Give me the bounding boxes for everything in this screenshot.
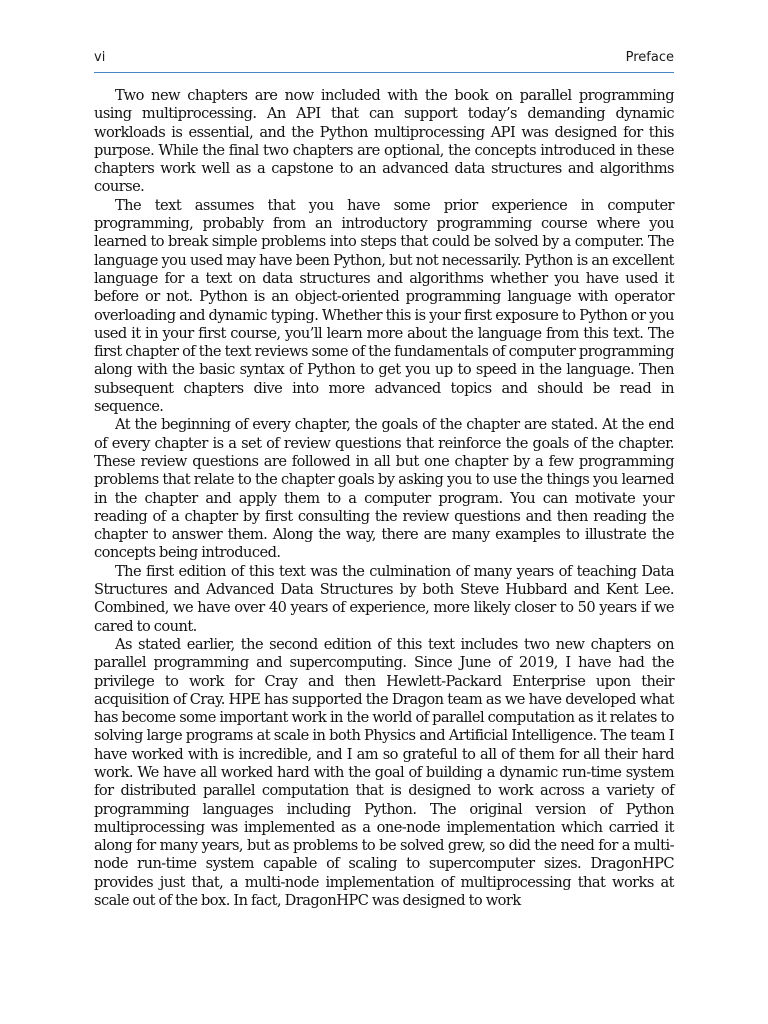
running-head-title: Preface (625, 50, 674, 65)
paragraph-prior-experience: The text assumes that you have some prior experience in computer programming, probably from an introductory programming course where you learned to break simple problems into steps that could be solved by a computer. The language you used may have been Python, but not necessarily. Python is an excellent language for a text on data structures and algorithms whether you have used it before or not. Python is an object-oriented programming language with operator overloading and dynamic typing. Whether this is your first exposure to Python or you used it in your first course, you’ll learn more about the language from this text. The first chapter of the text reviews some of the fundamentals of computer programming along with the basic syntax of Python to get you up to speed in the language. Then subsequent chapters dive into more advanced topics and should be read in sequence. (94, 196, 674, 416)
running-head (94, 50, 674, 70)
preface-body (94, 87, 674, 910)
paragraph-multiprocessing-chapters: Two new chapters are now included with the book on parallel programming using multiprocessing. An API that can support today’s demanding dynamic workloads is essential, and the Python multiprocessing API was designed for this purpose. While the final two chapters are optional, the concepts introduced in these chapters work well as a capstone to an advanced data structures and algorithms course. (94, 87, 674, 196)
paragraph-second-edition: As stated earlier, the second edition of this text includes two new chapters on parallel programming and supercomputing. Since June of 2019, I have had the privilege to work for Cray and then Hewlett-Packard Enterprise upon their acquisition of Cray. HPE has supported the Dragon team as we have developed what has become some important work in the world of parallel computation as it relates to solving large programs at scale in both Physics and Artificial Intelligence. The team I have worked with is incredible, and I am so grateful to all of them for all their hard work. We have all worked hard with the goal of building a dynamic run-time system for distributed parallel computation that is designed to work across a variety of programming languages including Python. The original version of Python multiprocessing was implemented as a one-node implementation which carried it along for many years, but as problems to be solved grew, so did the need for a multi-node run-time system capable of scaling to supercomputer sizes. DragonHPC provides just that, a multi-node implementation of multiprocessing that works at scale out of the box. In fact, DragonHPC was designed to work (94, 635, 674, 910)
page-number: vi (94, 50, 106, 65)
paragraph-first-edition: The first edition of this text was the culmination of many years of teaching Data Structures and Advanced Data Structures by both Steve Hubbard and Kent Lee. Combined, we have over 40 years of experience, more likely closer to 50 years if we cared to count. (94, 562, 674, 635)
header-rule (94, 72, 674, 73)
paragraph-chapter-goals: At the beginning of every chapter, the goals of the chapter are stated. At the end of every chapter is a set of review questions that reinforce the goals of the chapter. These review questions are followed in all but one chapter by a few programming problems that relate to the chapter goals by asking you to use the things you learned in the chapter and apply them to a computer program. You can motivate your reading of a chapter by first consulting the review questions and then reading the chapter to answer them. Along the way, there are many examples to illustrate the concepts being introduced. (94, 416, 674, 562)
